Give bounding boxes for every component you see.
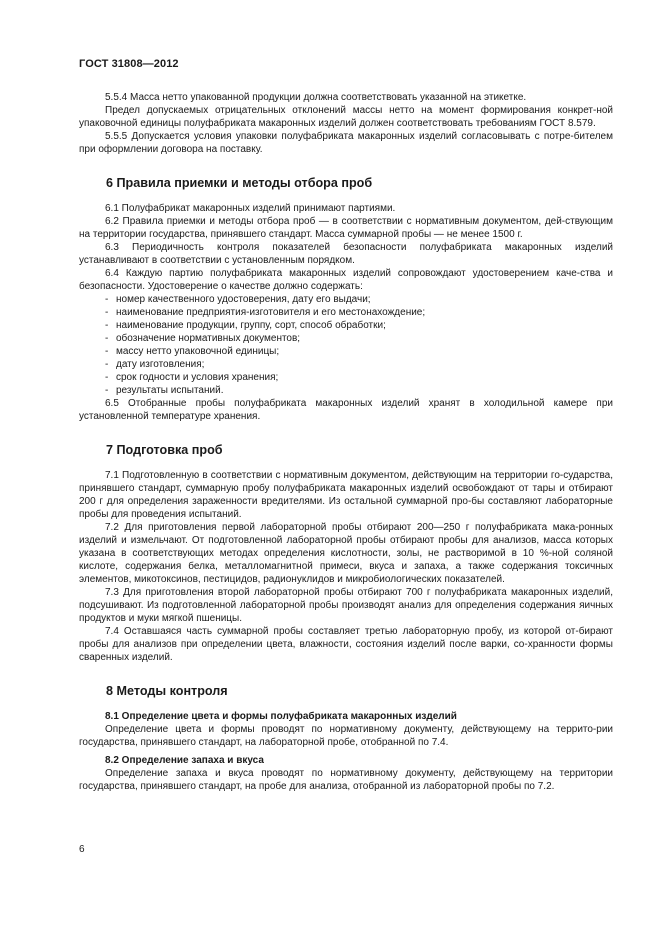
paragraph-6-5: 6.5 Отобранные пробы полуфабриката макаронных изделий хранят в холодильной камере при установленной температуре хранения. [79,398,613,422]
paragraph-6-1: 6.1 Полуфабрикат макаронных изделий принимают партиями. [105,203,396,214]
list-item: - результаты испытаний. [105,385,224,396]
page-number: 6 [79,844,85,855]
paragraph-6-4: 6.4 Каждую партию полуфабриката макаронных изделий сопровождают удостоверением каче-ства и безопасности. Удостоверение о качестве должно содержать: [79,268,613,292]
paragraph-8-1: Определение цвета и формы проводят по нормативному документу, действующему на террито-рии государства, принявшего стандарт, на лабораторной пробе, отобранной по 7.4. [79,724,613,748]
list-item: - номер качественного удостоверения, дату его выдачи; [105,294,371,305]
paragraph-7-1: 7.1 Подготовленную в соответствии с нормативным документом, действующим на территории го-сударства, принявшего стандарт, суммарную пробу полуфабриката макаронных изделий освобождают от тары и отбирают 200 г для определения зараженности вредителями. Из остальной суммарной про-бы составляют лабораторные пробы для проведения испытаний. [79,470,613,520]
list-item: - дату изготовления; [105,359,205,370]
list-item: - наименование продукции, группу, сорт, способ обработки; [105,320,386,331]
list-item: - наименование предприятия-изготовителя и его местонахождение; [105,307,426,318]
subsection-8-1-heading: 8.1 Определение цвета и формы полуфабриката макаронных изделий [105,711,457,722]
section-8-heading: 8 Методы контроля [106,684,228,698]
list-item: - срок годности и условия хранения; [105,372,279,383]
section-6-heading: 6 Правила приемки и методы отбора проб [106,176,373,190]
certificate-contents-list [79,293,613,397]
document-header: ГОСТ 31808—2012 [79,58,179,70]
section-7-heading: 7 Подготовка проб [106,443,223,457]
paragraph-7-4: 7.4 Оставшаяся часть суммарной пробы составляет третью лабораторную пробу, из которой от-бирают пробы для анализов при определении цвета, влажности, состояния изделий после варки, со-хранности формы сваренных изделий. [79,626,613,663]
list-item: - массу нетто упаковочной единицы; [105,346,280,357]
paragraph-6-2: 6.2 Правила приемки и методы отбора проб — в соответствии с нормативным документом, дей-ствующим на территории государства, принявшего стандарт. Масса суммарной пробы — не менее 1500 г. [79,216,613,240]
paragraph-5-5-4: 5.5.4 Масса нетто упакованной продукции должна соответствовать указанной на этикетке. [105,92,527,103]
subsection-8-2-heading: 8.2 Определение запаха и вкуса [105,755,264,766]
list-item: - обозначение нормативных документов; [105,333,301,344]
paragraph-7-3: 7.3 Для приготовления второй лабораторной пробы отбирают 700 г полуфабриката макаронных изделий, подсушивают. Из подготовленной лабораторной пробы производят анализ для определения содержания яичных продуктов и муки мягкой пшеницы. [79,587,613,624]
paragraph-6-3: 6.3 Периодичность контроля показателей безопасности полуфабриката макаронных изделий устанавливают в соответствии с установленным порядком. [79,242,613,266]
paragraph-7-2: 7.2 Для приготовления первой лабораторной пробы отбирают 200—250 г полуфабриката мака-ронных изделий и измельчают. От подготовленной лабораторной пробы отбирают пробы для анализов, масса которых указана в соответствующих методах определения кислотности, золы, не растворимой в 10 %-ной соляной кислоте, содержания белка, металломагнитной примеси, вкуса и запаха, а также содержания токсичных элементов, микотоксинов, пестицидов, радионуклидов и микробиологических показателей. [79,522,613,585]
paragraph-8-2: Определение запаха и вкуса проводят по нормативному документу, действующему на территории государства, принявшего стандарт, на пробе для анализа, отобранной из лабораторной пробы по 7.2. [79,768,613,792]
paragraph-5-5-4-tolerance: Предел допускаемых отрицательных отклонений массы нетто на момент формирования конкрет-ной упаковочной единицы полуфабриката макаронных изделий должен соответствовать требованиям ГОСТ 8.579. [79,105,613,129]
document-body [79,91,613,793]
paragraph-5-5-5: 5.5.5 Допускается условия упаковки полуфабриката макаронных изделий согласовывать с потре-бителем при оформлении договора на поставку. [79,131,613,155]
